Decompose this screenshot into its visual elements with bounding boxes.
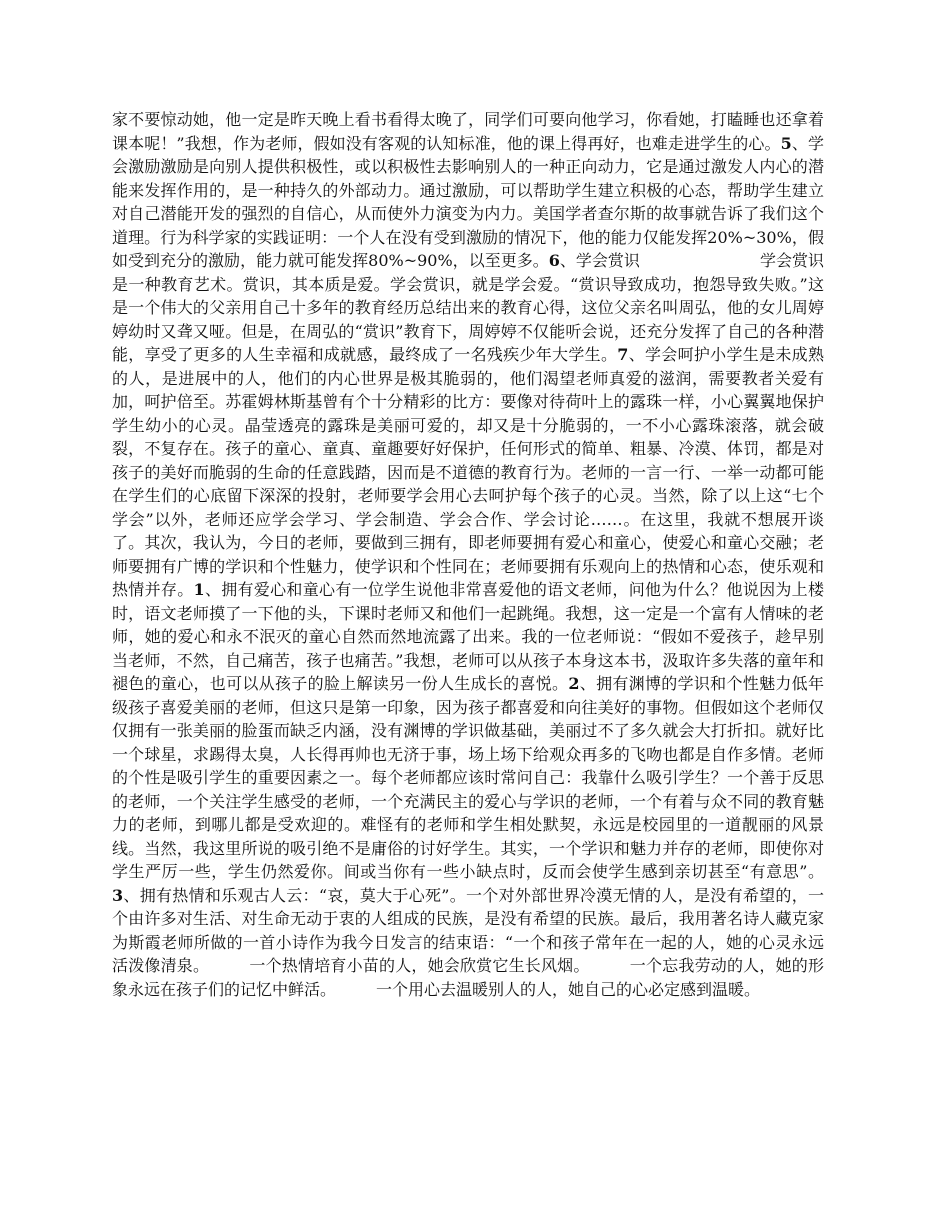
text-segment: ，假如受到充分的激励，能力就可能发挥	[112, 227, 824, 270]
text-segment: 、拥有爱心和童心有一位学生说他非常喜爱他的语文老师，问他为什么？他说因为上楼时，语文老师摸了一下他的头，下课时老师又和他们一起跳绳。我想，这一定是一个富有人情味的老师，她的爱心和永不泯灭的童心自然而然地流露了出来。我的一位老师说：“假如不爱孩子，趁早别当老师，不然，自己痛苦，孩子也痛苦。”我想，老师可以从孩子本身这本书，汲取许多失落的童年和褪色的童心，也可以从孩子的脸上解读另一份人生成长的喜悦。	[112, 580, 824, 693]
section-number-5: 5	[780, 133, 792, 153]
text-segment: 学会赏识是一种教育艺术。赏识，其本质是爱。学会赏识，就是学会爱。“赏识导致成功，抱怨导致失败。”这是一个伟大的父亲用自己十多年的教育经历总结出来的教育心得，这位父亲名叫周弘，他的女儿周婷婷幼时又聋又哑。但是，在周弘的“赏识”教育下，周婷婷不仅能听会说，还充分发挥了自己的各种潜能，享受了更多的人生幸福和成就感，最终成了一名残疾少年大学生。	[112, 251, 824, 364]
section-heading: 、学会赏识	[559, 251, 640, 270]
section-number-3: 3	[112, 885, 124, 905]
body-text	[112, 108, 824, 1001]
poem-line: 一个热情培育小苗的人，她会欣赏它生长风烟。	[249, 956, 590, 975]
text-segment: 、拥有热情和乐观古人云：“哀，莫大于心死”。一个对外部世界冷漠无情的人，是没有希望的，一个由许多对生活、对生命无动于衷的人组成的民族，是没有希望的民族。最后，我用著名诗人藏克家为斯霞老师所做的一首小诗作为我今日发言的结束语：“一个和孩子常年在一起的人，她的心灵永远活泼像清泉。	[112, 885, 824, 975]
section-number-2: 2	[568, 674, 580, 693]
poem-line: 一个忘我劳动的人，她的形象永远在孩子们的记忆中鲜活。	[112, 956, 824, 999]
text-segment: ，以至更多。	[452, 251, 549, 270]
paragraph	[112, 108, 824, 1001]
text-segment: 、学会激励激励是向别人提供积极性，或以积极性去影响别人的一种正向动力，它是通过激发人内心的潜能来发挥作用的，是一种持久的外部动力。通过激励，可以帮助学生建立积极的心态，帮助学生建立对自己潜能开发的强烈的自信心，从而使外力演变为内力。美国学者查尔斯的故事就告诉了我们这个道理。行为科学家的实践证明：一个人在没有受到激励的情况下，他的能力仅能发挥	[112, 133, 824, 247]
text-segment: 、拥有渊博的学识和个性魅力低年级孩子喜爱美丽的老师，但这只是第一印象，因为孩子都喜爱和向往美好的事物。但假如这个老师仅仅拥有一张美丽的脸蛋而缺乏内涵，没有渊博的学识做基础，美丽过不了多久就会大打折扣。就好比一个球星，求踢得太臭，人长得再帅也无济于事，场上场下给观众再多的飞吻也都是自作多情。老师的个性是吸引学生的重要因素之一。每个老师都应该时常问自己：我靠什么吸引学生？一个善于反思的老师，一个关注学生感受的老师，一个充满民主的爱心与学识的老师，一个有着与众不同的教育魅力的老师，到哪儿都是受欢迎的。难怪有的老师和学生相处默契，永远是校园里的一道靓丽的风景线。当然，我这里所说的吸引绝不是庸俗的讨好学生。其实，一个学识和魅力并存的老师，即使你对学生严厉一些，学生仍然爱你。间或当你有一些小缺点时，反而会使学生感到亲切甚至“有意思”。	[112, 674, 824, 881]
section-number-6: 6	[548, 251, 560, 270]
text-segment: 、学会呵护小学生是未成熟的人，是进展中的人，他们的内心世界是极其脆弱的，他们渴望老师真爱的滋润，需要教者关爱有加，呵护倍至。苏霍姆林斯基曾有个十分精彩的比方：要像对待荷叶上的露珠一样，小心翼翼地保护学生幼小的心灵。晶莹透亮的露珠是美丽可爱的，却又是十分脆弱的，一不小心露珠滚落，就会破裂，不复存在。孩子的童心、童真、童趣要好好保护，任何形式的简单、粗暴、冷漠、体罚，都是对孩子的美好而脆弱的生命的任意践踏，因而是不道德的教育行为。老师的一言一行、一举一动都可能在学生们的心底留下深深的投射，老师要学会用心去呵护每个孩子的心灵。当然，除了以上这“七个学会”以外，老师还应学会学习、学会制造、学会合作、学会讨论……。在这里，我就不想展开谈了。其次，我认为，今日的老师，要做到三拥有，即老师要拥有爱心和童心，使爱心和童心交融；老师要拥有广博的学识和个性魅力，使学识和个性同在；老师要拥有乐观向上的热情和心态，使乐观和热情并存。	[112, 345, 824, 599]
text-segment: 家不要惊动她，他一定是昨天晚上看书看得太晚了，同学们可要向他学习，你看她，打瞌睡也还拿着课本呢！”我想，作为老师，假如没有客观的认知标准，他的课上得再好，也难走进学生的心。	[112, 110, 824, 153]
percent-range: 80%~90%	[368, 251, 453, 270]
percent-range: 20%~30%	[707, 227, 792, 247]
section-number-7: 7	[617, 345, 629, 364]
poem-line: 一个用心去温暖别人的人，她自己的心必定感到温暖。	[376, 979, 761, 999]
section-number-1: 1	[193, 580, 205, 599]
